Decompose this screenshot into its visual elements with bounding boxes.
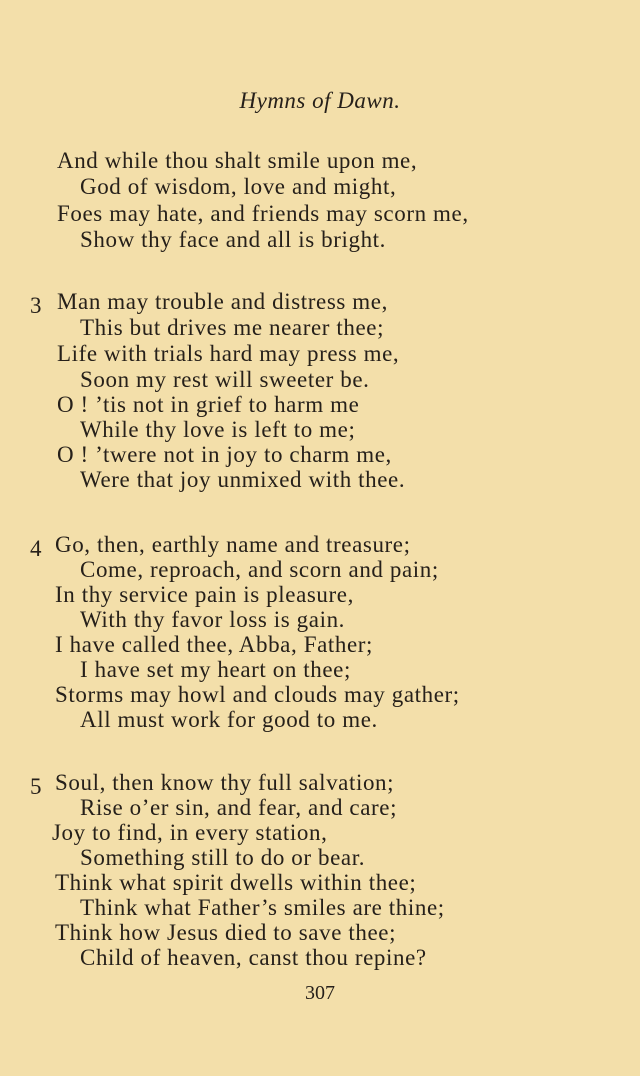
stanza-3-line-1: Man may trouble and distress me, xyxy=(57,289,388,314)
stanza-3-line-2: This but drives me nearer thee; xyxy=(80,315,385,340)
stanza-4-line-8: All must work for good to me. xyxy=(80,707,378,732)
stanza-5-line-7: Think how Jesus died to save thee; xyxy=(55,920,397,945)
stanza-1-line-2: God of wisdom, love and might, xyxy=(80,174,397,199)
stanza-3-line-4: Soon my rest will sweeter be. xyxy=(80,367,370,392)
stanza-4-line-2: Come, reproach, and scorn and pain; xyxy=(80,557,439,582)
stanza-5-line-6: Think what Father’s smiles are thine; xyxy=(80,895,445,920)
stanza-5-line-4: Something still to do or bear. xyxy=(80,845,366,870)
stanza-1-line-3: Foes may hate, and friends may scorn me, xyxy=(57,201,469,226)
stanza-5-line-2: Rise o’er sin, and fear, and care; xyxy=(80,795,398,820)
stanza-1-line-1: And while thou shalt smile upon me, xyxy=(57,148,418,173)
stanza-4-number: 4 xyxy=(30,536,42,561)
stanza-4-line-6: I have set my heart on thee; xyxy=(80,657,351,682)
stanza-3-line-6: While thy love is left to me; xyxy=(80,417,356,442)
stanza-5-line-3: Joy to find, in every station, xyxy=(52,820,328,845)
stanza-5-line-1: Soul, then know thy full salvation; xyxy=(55,770,395,795)
page-number: 307 xyxy=(305,982,335,1004)
stanza-3-line-5: O ! ’tis not in grief to harm me xyxy=(57,392,360,417)
stanza-5-line-5: Think what spirit dwells within thee; xyxy=(55,870,417,895)
stanza-3-line-3: Life with trials hard may press me, xyxy=(57,341,400,366)
stanza-3-number: 3 xyxy=(30,293,42,318)
stanza-5-line-8: Child of heaven, canst thou repine? xyxy=(80,945,427,970)
stanza-4-line-7: Storms may howl and clouds may gather; xyxy=(55,682,460,707)
stanza-4-line-4: With thy favor loss is gain. xyxy=(80,607,346,632)
running-title: Hymns of Dawn. xyxy=(239,88,401,113)
stanza-4-line-3: In thy service pain is pleasure, xyxy=(55,582,354,607)
stanza-5-number: 5 xyxy=(30,774,42,799)
stanza-3-line-8: Were that joy unmixed with thee. xyxy=(80,467,406,492)
stanza-1-line-4: Show thy face and all is bright. xyxy=(80,227,387,252)
stanza-4-line-5: I have called thee, Abba, Father; xyxy=(55,632,374,657)
stanza-3-line-7: O ! ’twere not in joy to charm me, xyxy=(57,442,392,467)
stanza-4-line-1: Go, then, earthly name and treasure; xyxy=(55,532,411,557)
